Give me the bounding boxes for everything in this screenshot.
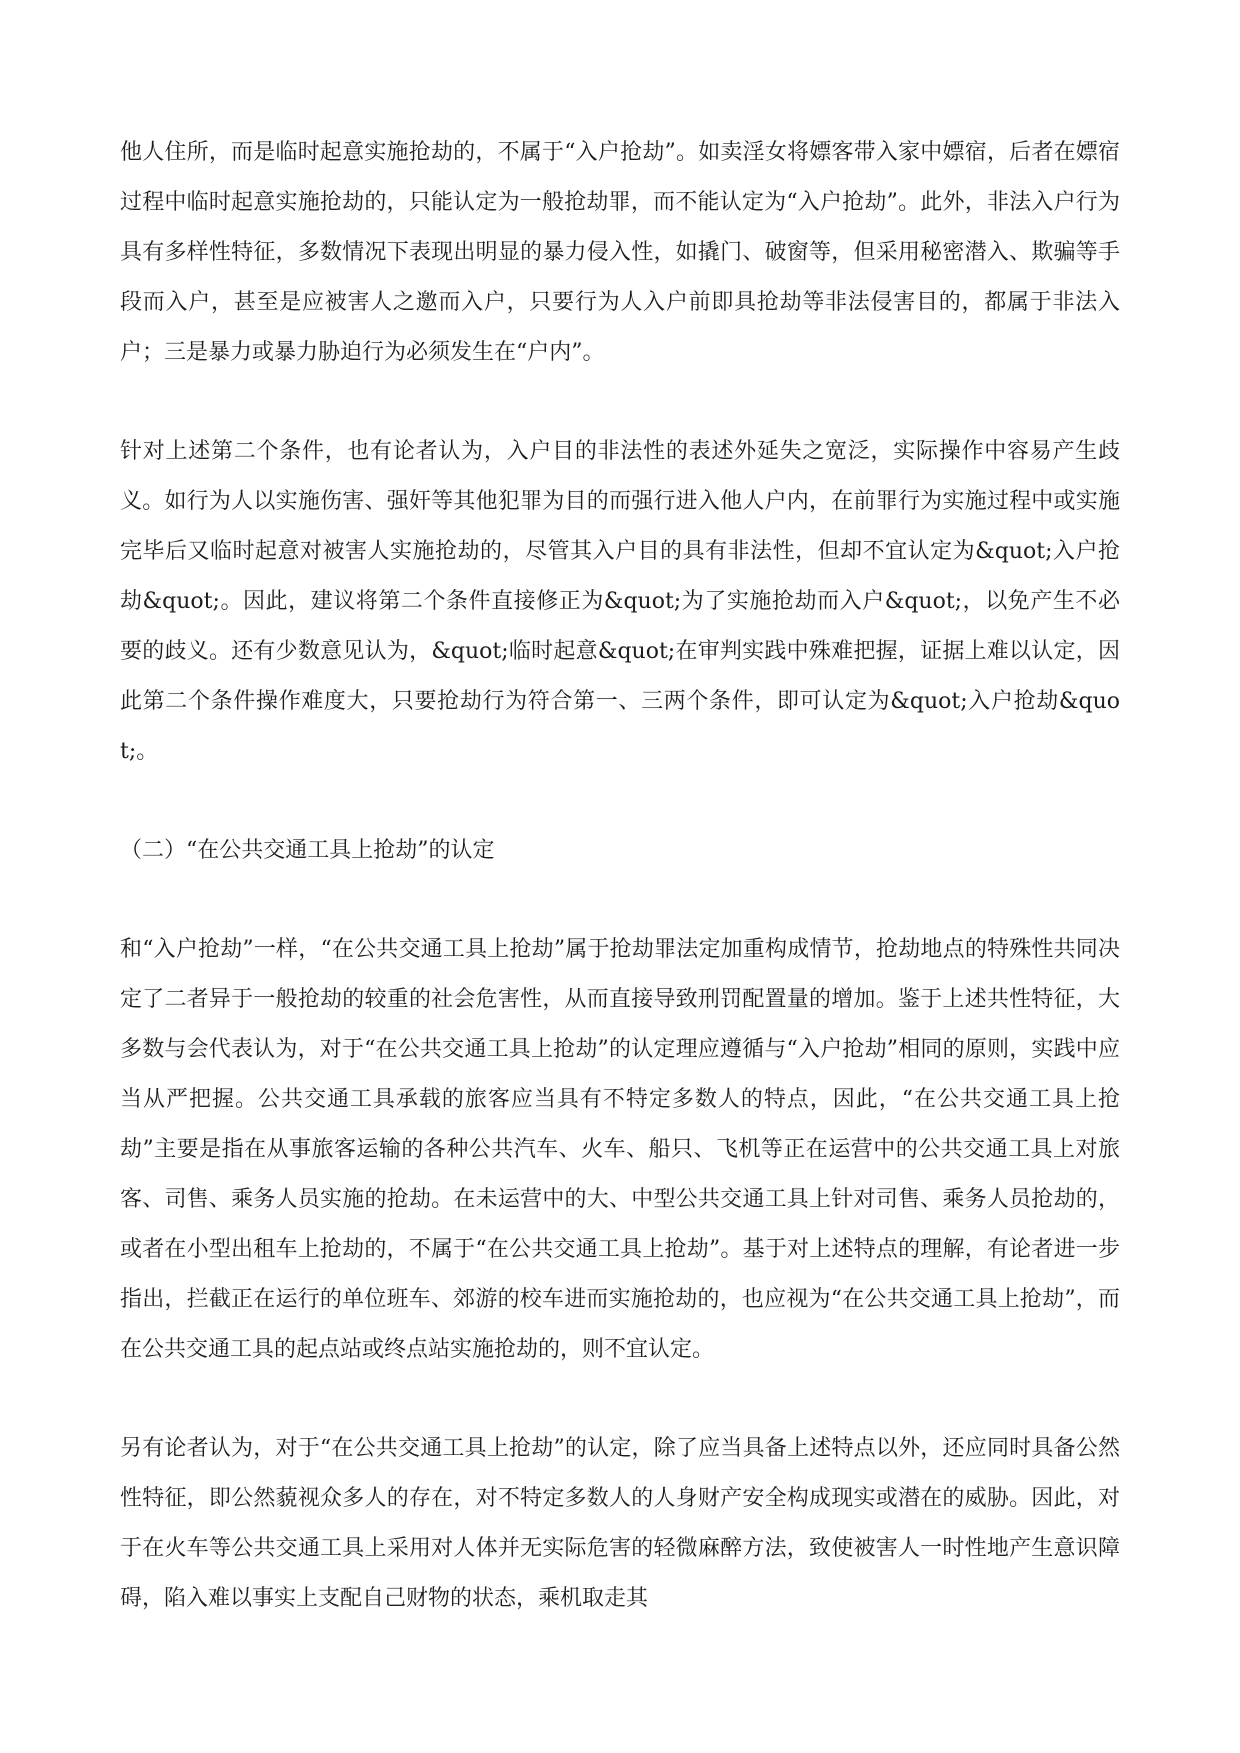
paragraph-4: 另有论者认为，对于“在公共交通工具上抢劫”的认定，除了应当具备上述特点以外，还应同时具备公然性特征，即公然藐视众多人的存在，对不特定多数人的人身财产安全构成现实或潜在的威胁。因此，对于在火车等公共交通工具上采用对人体并无实际危害的轻微麻醉方法，致使被害人一时性地产生意识障碍，陷入难以事实上支配自己财物的状态，乘机取走其 xyxy=(120,1436,1120,1611)
paragraph-1: 他人住所，而是临时起意实施抢劫的，不属于“入户抢劫”。如卖淫女将嫖客带入家中嫖宿，后者在嫖宿过程中临时起意实施抢劫的，只能认定为一般抢劫罪，而不能认定为“入户抢劫”。此外，非法入户行为具有多样性特征，多数情况下表现出明显的暴力侵入性，如撬门、破窗等，但采用秘密潜入、欺骗等手段而入户，甚至是应被害人之邀而入户，只要行为人入户前即具抢劫等非法侵害目的，都属于非法入户；三是暴力或暴力胁迫行为必须发生在“户内”。 xyxy=(120,140,1120,365)
document-body xyxy=(120,128,1120,1673)
paragraph-2: 针对上述第二个条件，也有论者认为，入户目的非法性的表述外延失之宽泛，实际操作中容易产生歧义。如行为人以实施伤害、强奸等其他犯罪为目的而强行进入他人户内，在前罪行为实施过程中或实施完毕后又临时起意对被害人实施抢劫的，尽管其入户目的具有非法性，但却不宜认定为&quot;入户抢劫&quot;。因此，建议将第二个条件直接修正为&quot;为了实施抢劫而入户&quot;，以免产生不必要的歧义。还有少数意见认为，&quot;临时起意&quot;在审判实践中殊难把握，证据上难以认定，因此第二个条件操作难度大，只要抢劫行为符合第一、三两个条件，即可认定为&quot;入户抢劫&quot;。 xyxy=(120,439,1120,764)
paragraph-3: 和“入户抢劫”一样，“在公共交通工具上抢劫”属于抢劫罪法定加重构成情节，抢劫地点的特殊性共同决定了二者异于一般抢劫的较重的社会危害性，从而直接导致刑罚配置量的增加。鉴于上述共性特征，大多数与会代表认为，对于“在公共交通工具上抢劫”的认定理应遵循与“入户抢劫”相同的原则，实践中应当从严把握。公共交通工具承载的旅客应当具有不特定多数人的特点，因此，“在公共交通工具上抢劫”主要是指在从事旅客运输的各种公共汽车、火车、船只、飞机等正在运营中的公共交通工具上对旅客、司售、乘务人员实施的抢劫。在未运营中的大、中型公共交通工具上针对司售、乘务人员抢劫的，或者在小型出租车上抢劫的，不属于“在公共交通工具上抢劫”。基于对上述特点的理解，有论者进一步指出，拦截正在运行的单位班车、郊游的校车进而实施抢劫的，也应视为“在公共交通工具上抢劫”，而在公共交通工具的起点站或终点站实施抢劫的，则不宜认定。 xyxy=(120,937,1120,1362)
section-heading: （二）“在公共交通工具上抢劫”的认定 xyxy=(120,838,495,863)
